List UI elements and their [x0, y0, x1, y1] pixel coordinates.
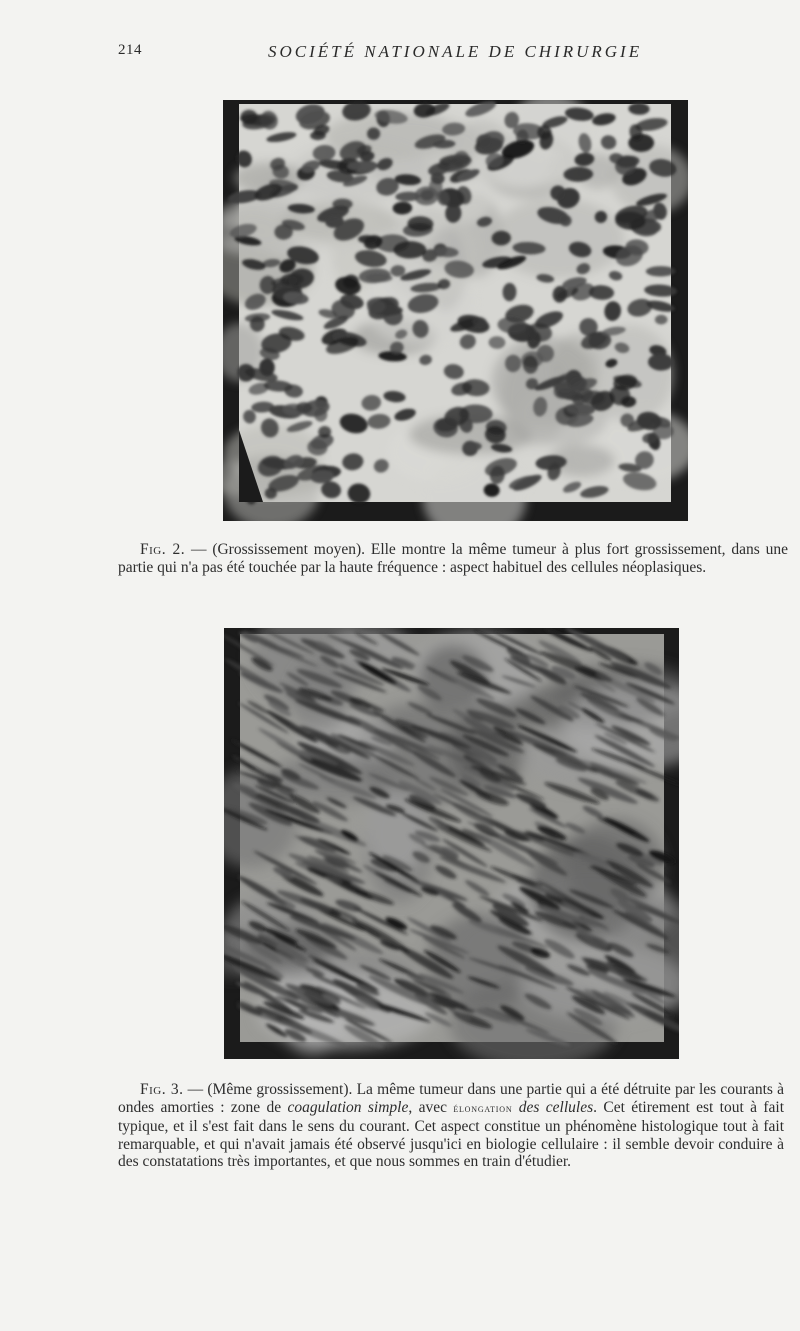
page-number: 214	[118, 42, 142, 58]
figure-3-label: Fig. 3.	[140, 1081, 184, 1098]
figure-2-dash: —	[185, 541, 213, 558]
figure-3-dash: —	[183, 1081, 208, 1098]
figure-2-caption-text: (Grossissement moyen). Elle montre la même tumeur à plus fort grossissement, dans une partie qui n'a pas été touchée par la haute fréquence : aspect habituel des cellules néoplasiques.	[118, 541, 789, 576]
figure-3-micrograph	[224, 628, 679, 1059]
figure-3-image	[224, 628, 679, 1059]
figure-2-caption	[118, 541, 788, 576]
figure-3-caption-text-1: (Même grossissement). La même tumeur dans une partie qui a été détruite par les courants à ondes amorties : zone de	[118, 1081, 785, 1116]
figure-3-caption-small-caps: élongation	[453, 1102, 513, 1115]
figure-3-caption-italic-1: coagulation simple	[287, 1098, 409, 1116]
figure-3-caption	[118, 1081, 784, 1171]
page-header	[118, 42, 780, 68]
figure-2-label: Fig. 2.	[140, 541, 186, 558]
running-title: SOCIÉTÉ NATIONALE DE CHIRURGIE	[268, 42, 643, 61]
figure-2-image	[223, 100, 688, 521]
figure-3-caption-text-2: , avec	[408, 1098, 454, 1116]
figure-2-micrograph	[223, 100, 688, 521]
figure-3-caption-italic-2: des cellules	[518, 1098, 594, 1116]
figure-3-caption-text-3: . Cet étirement est tout à fait typique, et il s'est fait dans le sens du courant. Cet aspect constitue un phénomène histologique tout à fait remarquable, et qui n'avait jamais été observé jusqu'ici en biologie cellulaire : il semble devoir conduire à des constatations très importantes, et que nous sommes en train d'étudier.	[118, 1098, 785, 1170]
